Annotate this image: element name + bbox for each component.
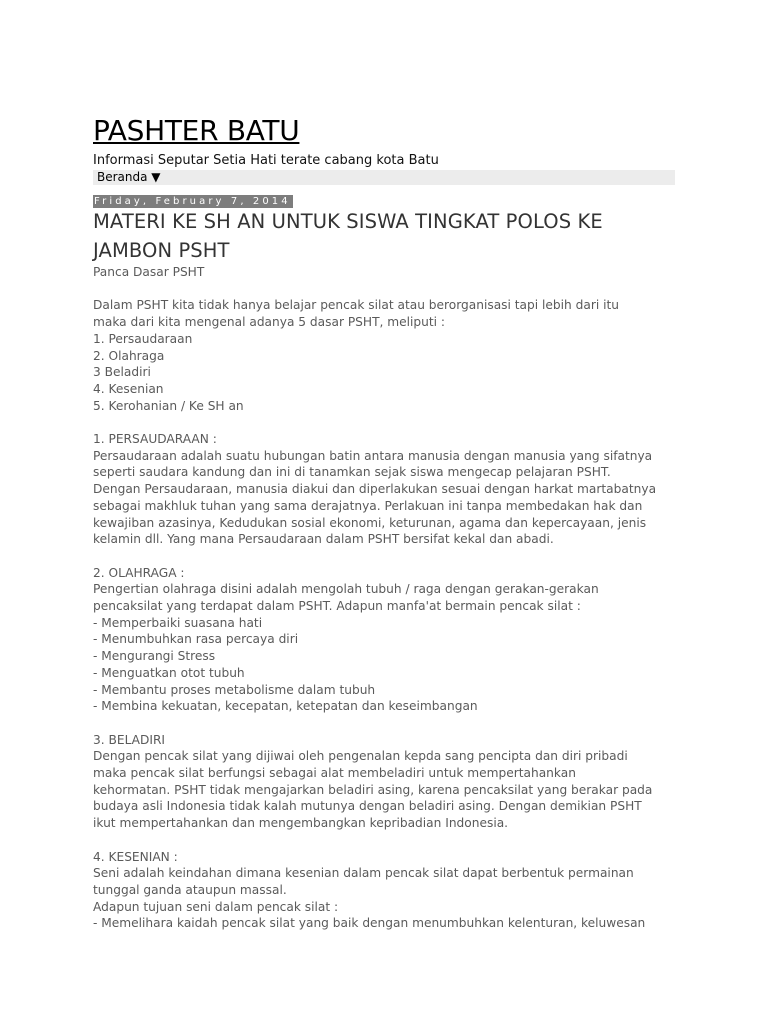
post-body-line: kehormatan. PSHT tidak mengajarkan beladiri asing, karena pencaksilat yang berakar pada [93, 782, 653, 797]
post-body-line: - Menumbuhkan rasa percaya diri [93, 632, 299, 647]
page-navigation-dropdown[interactable]: Beranda ▼ [97, 170, 161, 184]
navigation-bar [93, 170, 675, 185]
post-body-line: Adapun tujuan seni dalam pencak silat : [93, 899, 339, 914]
post-body-line: - Memperbaiki suasana hati [93, 615, 263, 630]
post-body-line: - Membantu proses metabolisme dalam tubuh [93, 682, 376, 697]
blank-line [93, 414, 693, 431]
post-body-line: 3. BELADIRI [93, 732, 166, 747]
post-body-line: 1. Persaudaraan [93, 331, 193, 346]
blog-description: Informasi Seputar Setia Hati terate cabang kota Batu [93, 153, 439, 168]
post-body-line: pencaksilat yang terdapat dalam PSHT. Adapun manfa'at bermain pencak silat : [93, 599, 581, 614]
post-date: Friday, February 7, 2014 [94, 196, 291, 207]
post-body-line: 4. KESENIAN : [93, 849, 178, 864]
post-body-line: budaya asli Indonesia tidak kalah mutunya dengan beladiri asing. Dengan demikian PSHT [93, 799, 642, 814]
post-body-line: ikut mempertahankan dan mengembangkan kepribadian Indonesia. [93, 816, 509, 831]
post-body-line: maka pencak silat berfungsi sebagai alat membeladiri untuk mempertahankan [93, 766, 576, 781]
post-body-line: 4. Kesenian [93, 381, 164, 396]
post-body-line: Dengan Persaudaraan, manusia diakui dan diperlakukan sesuai dengan harkat martabatnya [93, 482, 657, 497]
blank-line [93, 548, 693, 565]
blog-title-link[interactable]: PASHTER BATU [93, 114, 300, 147]
post-body-line: maka dari kita mengenal adanya 5 dasar PSHT, meliputi : [93, 315, 446, 330]
post-body-line: - Mengurangi Stress [93, 649, 216, 664]
post-body-line: - Menguatkan otot tubuh [93, 665, 245, 680]
blank-line [93, 832, 693, 849]
post-body-line: seperti saudara kandung dan ini di tanamkan sejak siswa mengecap pelajaran PSHT. [93, 465, 611, 480]
blank-line [93, 281, 693, 298]
post-body-line: Panca Dasar PSHT [93, 265, 205, 279]
post-body [93, 264, 693, 932]
post-body-line: Dalam PSHT kita tidak hanya belajar pencak silat atau berorganisasi tapi lebih dari itu [93, 298, 619, 313]
post-body-line: - Membina kekuatan, kecepatan, ketepatan dan keseimbangan [93, 699, 478, 714]
post-body-line: kelamin dll. Yang mana Persaudaraan dalam PSHT bersifat kekal dan abadi. [93, 532, 554, 547]
post-body-line: kewajiban azasinya, Kedudukan sosial ekonomi, keturunan, agama dan kepercayaan, jenis [93, 515, 647, 530]
blank-line [93, 715, 693, 732]
post-body-line: sebagai makhluk tuhan yang sama derajatnya. Perlakuan ini tanpa membedakan hak dan [93, 498, 643, 513]
post-body-line: 2. Olahraga [93, 348, 165, 363]
post-body-line: - Memelihara kaidah pencak silat yang baik dengan menumbuhkan kelenturan, keluwesan [93, 916, 646, 931]
post-body-line: Persaudaraan adalah suatu hubungan batin antara manusia dengan manusia yang sifatnya [93, 448, 653, 463]
post-body-line: Dengan pencak silat yang dijiwai oleh pengenalan kepda sang pencipta dan diri pribadi [93, 749, 628, 764]
post-body-line: Seni adalah keindahan dimana kesenian dalam pencak silat dapat berbentuk permainan [93, 866, 634, 881]
post-body-line: 1. PERSAUDARAAN : [93, 432, 217, 446]
post-body-line: tunggal ganda ataupun massal. [93, 882, 287, 897]
post-body-line: Pengertian olahraga disini adalah mengolah tubuh / raga dengan gerakan-gerakan [93, 582, 599, 597]
post-body-line: 2. OLAHRAGA : [93, 565, 185, 580]
post-body-line: 3 Beladiri [93, 365, 151, 380]
post-body-line: 5. Kerohanian / Ke SH an [93, 398, 244, 413]
post-title: MATERI KE SH AN UNTUK SISWA TINGKAT POLOS KE JAMBON PSHT [93, 210, 603, 262]
